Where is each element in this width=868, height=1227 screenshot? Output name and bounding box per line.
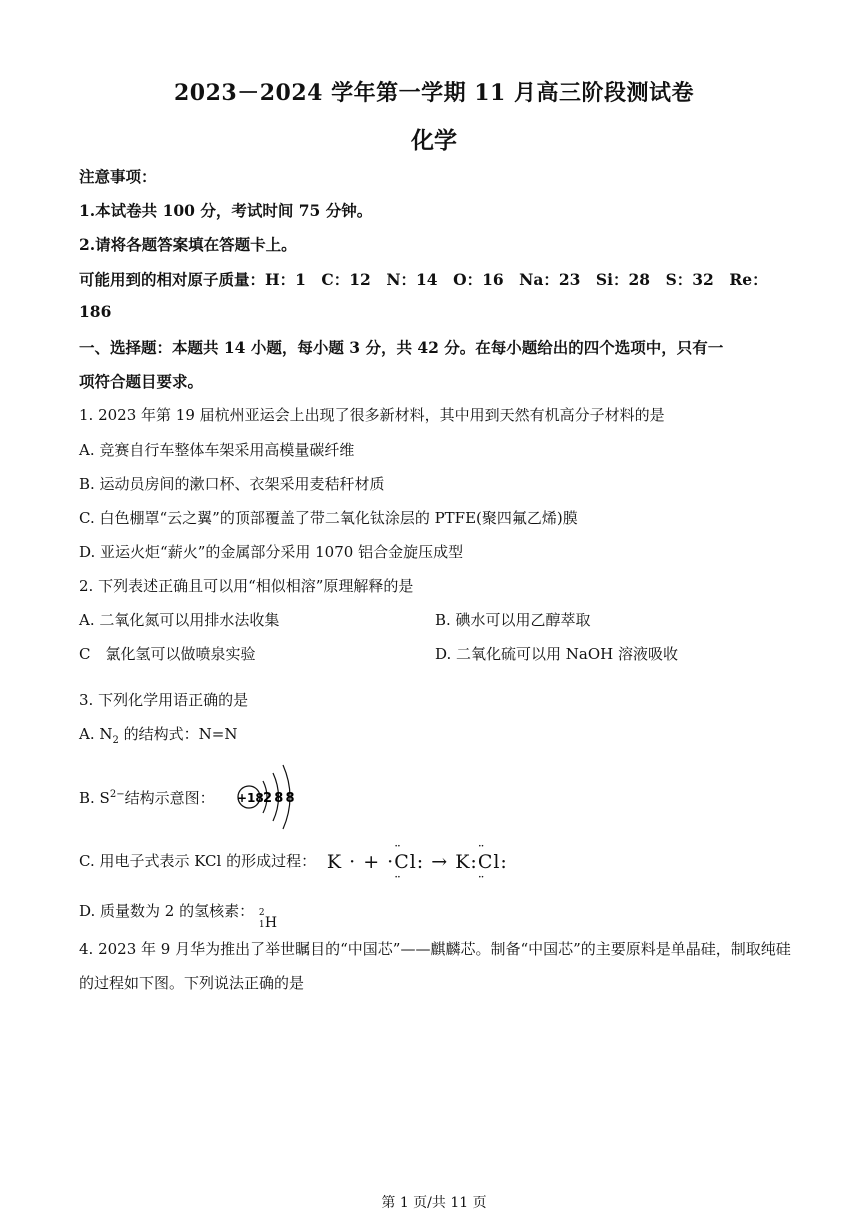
sulfide-ion-structure-diagram bbox=[227, 761, 307, 833]
question-1-option-d: D. 亚运火炬“薪火”的金属部分采用 1070 铝合金旋压成型 bbox=[79, 543, 464, 561]
question-3-option-b bbox=[79, 760, 307, 830]
option-b-superscript: 2− bbox=[109, 789, 125, 800]
question-4-stem-line-1: 4. 2023 年 9 月华为推出了举世瞩目的“中国芯”——麒麟芯。制备“中国芯”的主要原料是单晶硅，制取纯硅 bbox=[79, 940, 791, 958]
formula-chlorine-atom: ·· Cl: ·· bbox=[394, 851, 424, 873]
formula-arrow-part: → K: bbox=[424, 851, 478, 873]
nuclide-atomic-number: 1 bbox=[258, 920, 265, 930]
option-b-suffix: 结构示意图： bbox=[124, 789, 215, 807]
question-2-stem: 2. 下列表述正确且可以用“相似相溶”原理解释的是 bbox=[79, 577, 414, 595]
nucleus-charge-label: +18 bbox=[237, 790, 265, 805]
notice-heading: 注意事项： bbox=[79, 167, 157, 186]
exam-title: 2023－2024 学年第一学期 11 月高三阶段测试卷 bbox=[173, 80, 695, 106]
question-4-stem-line-2: 的过程如下图。下列说法正确的是 bbox=[79, 974, 305, 992]
question-2-option-a: A. 二氧化氮可以用排水法收集 bbox=[79, 611, 280, 629]
nuclide-mass-number: 2 bbox=[258, 908, 265, 918]
electron-shell-counts: 288 bbox=[263, 790, 298, 806]
question-1-stem: 1. 2023 年第 19 届杭州亚运会上出现了很多新材料，其中用到天然有机高分子材料的是 bbox=[79, 406, 665, 424]
option-c-prefix: C. 用电子式表示 KCl 的形成过程： bbox=[79, 852, 317, 870]
formula-potassium-part: K · + · bbox=[326, 851, 395, 873]
question-3-option-d bbox=[79, 900, 278, 931]
formula-chloride-ion: ·· Cl: ·· bbox=[478, 851, 508, 873]
atomic-masses-line-2: 186 bbox=[79, 302, 112, 321]
option-b-prefix: B. S bbox=[79, 789, 110, 807]
question-2-option-d: D. 二氧化硫可以用 NaOH 溶液吸收 bbox=[435, 645, 679, 663]
question-1-option-c: C. 白色棚罩“云之翼”的顶部覆盖了带二氧化钛涂层的 PTFE(聚四氟乙烯)膜 bbox=[79, 509, 578, 527]
section-heading-line-1: 一、选择题：本题共 14 小题，每小题 3 分，共 42 分。在每小题给出的四个选项中，只有一 bbox=[79, 338, 724, 357]
option-a-prefix: A. N bbox=[79, 725, 113, 743]
question-1-option-a: A. 竞赛自行车整体车架采用高模量碳纤维 bbox=[79, 441, 355, 459]
question-3-option-a bbox=[79, 723, 237, 746]
question-3-option-c bbox=[79, 850, 508, 873]
option-d-prefix: D. 质量数为 2 的氢核素： bbox=[79, 902, 255, 920]
notice-item-1: 1.本试卷共 100 分，考试时间 75 分钟。 bbox=[79, 201, 373, 220]
question-1-option-b: B. 运动员房间的漱口杯、衣架采用麦秸秆材质 bbox=[79, 475, 385, 493]
option-a-suffix: 的结构式：N=N bbox=[118, 725, 238, 743]
question-3-stem: 3. 下列化学用语正确的是 bbox=[79, 691, 249, 709]
section-heading-line-2: 项符合题目要求。 bbox=[79, 372, 204, 391]
question-2-option-c: C 氯化氢可以做喷泉实验 bbox=[79, 645, 256, 663]
question-2-option-b: B. 碘水可以用乙醇萃取 bbox=[435, 611, 591, 629]
option-a-subscript: 2 bbox=[112, 735, 119, 746]
subject-title: 化学 bbox=[411, 127, 457, 154]
atomic-masses-line-1: 可能用到的相对原子质量：H：1 C：12 N：14 O：16 Na：23 Si：28 S：32 Re： bbox=[79, 270, 768, 289]
nuclide-element: H bbox=[264, 915, 278, 931]
page-number: 第 1 页/共 11 页 bbox=[381, 1195, 487, 1211]
kcl-formation-formula bbox=[327, 851, 508, 873]
notice-item-2: 2.请将各题答案填在答题卡上。 bbox=[79, 235, 297, 254]
